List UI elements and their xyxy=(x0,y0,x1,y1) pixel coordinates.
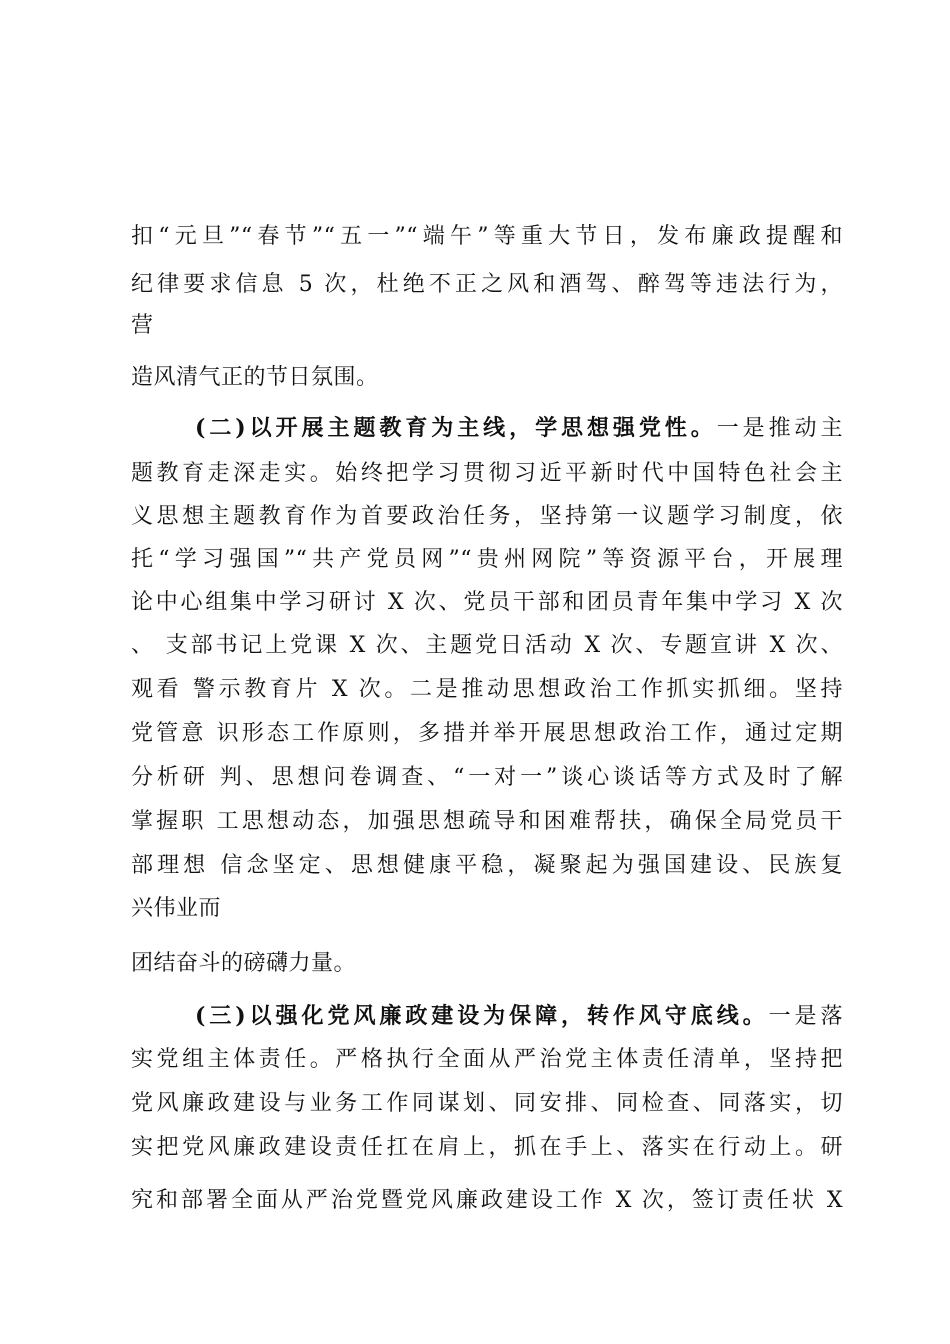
paragraph-2-line-12: 兴伟业而 xyxy=(131,896,222,921)
paragraph-3-line-4: 实把党风廉政建设责任扛在肩上，抓在手上、落实在行动上。研 xyxy=(131,1135,843,1160)
paragraph-2-line-7: 观看 警示教育片 X 次。二是推动思想政治工作抓实抓细。坚持 xyxy=(131,677,843,702)
paragraph-1-line-4: 造风清气正的节日氛围。 xyxy=(131,365,379,390)
paragraph-3-first-line xyxy=(195,1001,843,1032)
paragraph-2-heading: (二)以开展主题教育为主线，学思想强党性。 xyxy=(195,415,717,441)
paragraph-3-line-2: 实党组主体责任。严格执行全面从严治党主体责任清单，坚持把 xyxy=(131,1047,843,1072)
paragraph-1-line-1: 扣“元旦”“春节”“五一”“端午”等重大节日，发布廉政提醒和 xyxy=(131,224,843,249)
paragraph-2-line-10: 掌握职 工思想动态，加强思想疏导和困难帮扶，确保全局党员干 xyxy=(131,809,843,834)
paragraph-2-first-line-rest: 一是推动主 xyxy=(716,416,843,441)
paragraph-2-line-8: 党管意 识形态工作原则，多措并举开展思想政治工作，通过定期 xyxy=(131,721,843,746)
paragraph-2-line-13: 团结奋斗的磅礴力量。 xyxy=(131,951,357,976)
paragraph-2-line-9: 分析研 判、思想问卷调查、“一对一”谈心谈话等方式及时了解 xyxy=(131,765,843,790)
paragraph-2-line-2: 题教育走深走实。始终把学习贯彻习近平新时代中国特色社会主 xyxy=(131,461,843,486)
paragraph-2-first-line xyxy=(195,413,843,444)
paragraph-2-line-6: 、 支部书记上党课 X 次、主题党日活动 X 次、专题宣讲 X 次、 xyxy=(131,633,843,658)
paragraph-3-first-line-rest: 一是落 xyxy=(768,1004,843,1029)
paragraph-2-line-3: 义思想主题教育作为首要政治任务，坚持第一议题学习制度，依 xyxy=(131,504,843,529)
paragraph-3-heading: (三)以强化党风廉政建设为保障，转作风守底线。 xyxy=(195,1003,769,1029)
paragraph-2-line-11: 部理想 信念坚定、思想健康平稳，凝聚起为强国建设、民族复 xyxy=(131,853,843,878)
paragraph-2-line-4: 托“学习强国”“共产党员网”“贵州网院”等资源平台，开展理 xyxy=(131,547,843,572)
paragraph-1-line-2: 纪律要求信息 5 次，杜绝不正之风和酒驾、醉驾等违法行为， xyxy=(131,272,843,297)
paragraph-3-line-5: 究和部署全面从严治党暨党风廉政建设工作 X 次，签订责任状 X xyxy=(131,1188,843,1213)
paragraph-3-line-3: 党风廉政建设与业务工作同谋划、同安排、同检查、同落实，切 xyxy=(131,1091,843,1116)
paragraph-1-line-3: 营 xyxy=(131,313,154,338)
paragraph-2-line-5: 论中心组集中学习研讨 X 次、党员干部和团员青年集中学习 X 次 xyxy=(131,590,843,615)
